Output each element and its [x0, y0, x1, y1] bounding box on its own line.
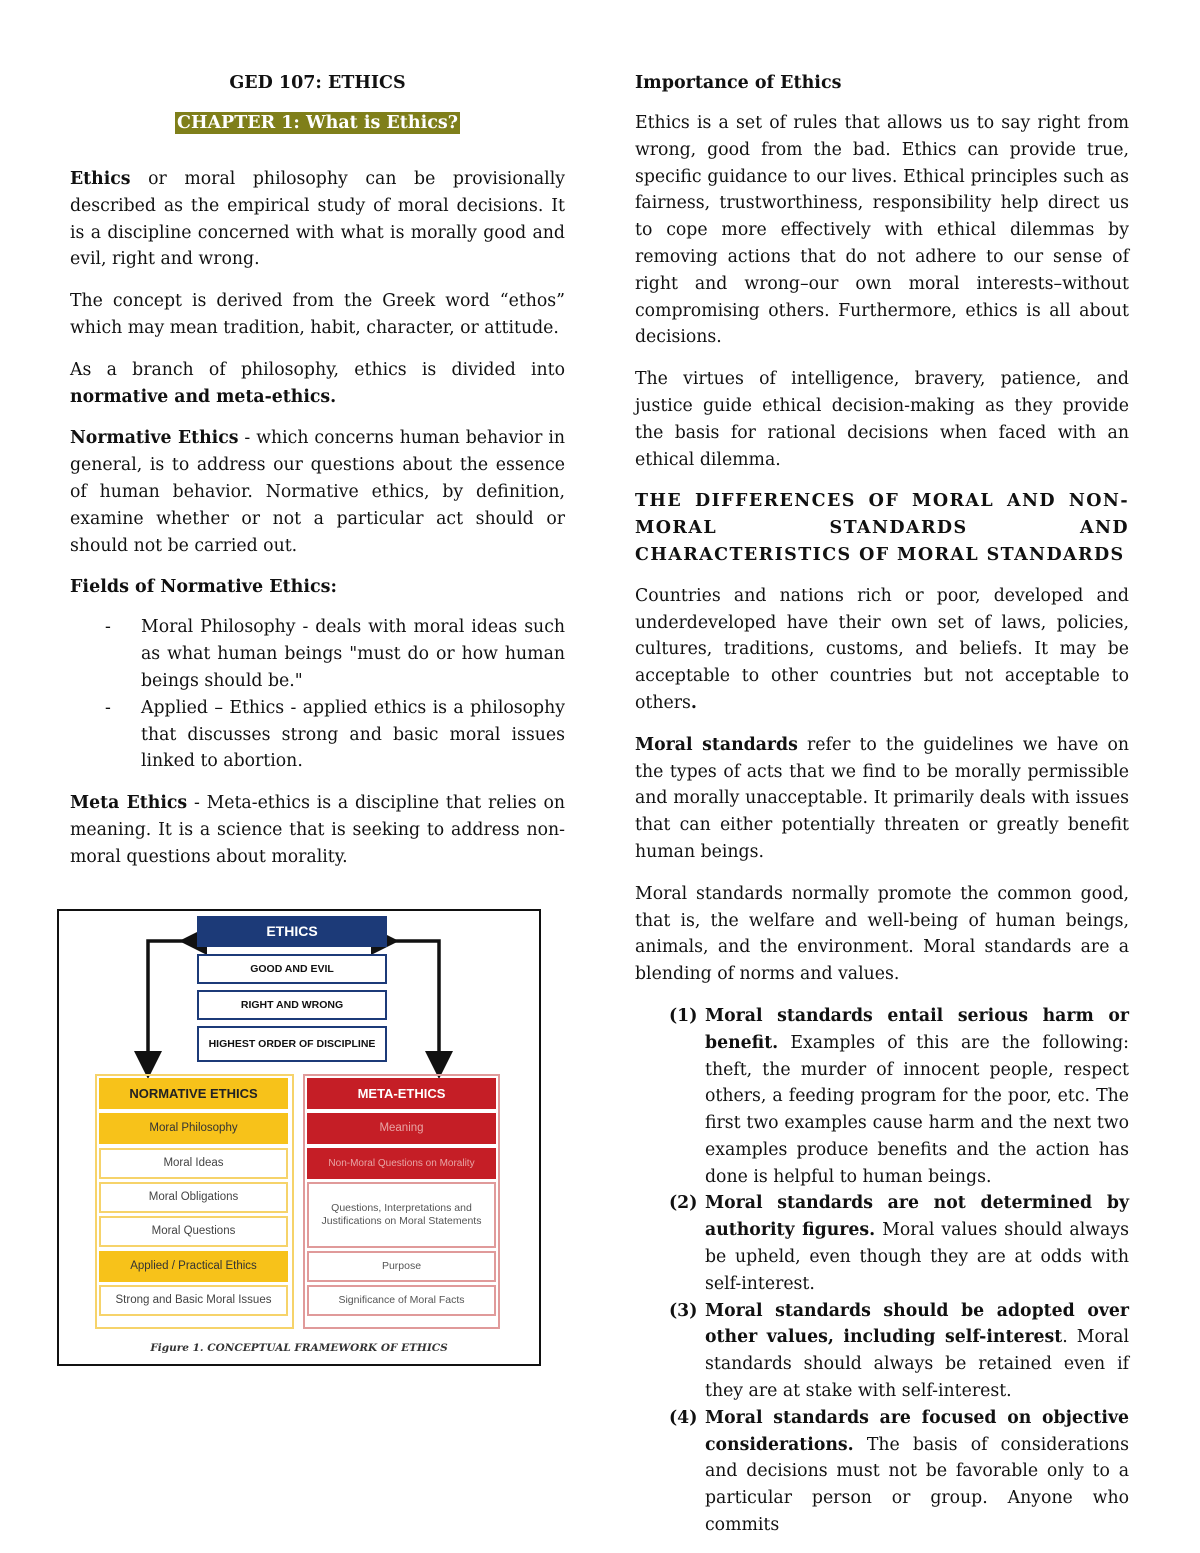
ethics-term: Ethics [70, 169, 131, 189]
meta-text: - Meta-ethics is a discipline that relies on meaning. It is a science that is seeking to address non-moral questions about morality. [70, 793, 566, 867]
highest-order-box: HIGHEST ORDER OF DISCIPLINE [197, 1026, 387, 1062]
list-item-text: Moral values should always be upheld, even though they are at odds with self-interest. [705, 1220, 1129, 1294]
normative-paragraph [70, 425, 565, 559]
importance-heading: Importance of Ethics [635, 73, 842, 93]
normative-item: Moral Philosophy [99, 1113, 288, 1144]
list-item [635, 1298, 1129, 1405]
list-number: (2) [669, 1193, 698, 1214]
normative-item: Applied / Practical Ethics [99, 1251, 288, 1282]
list-item [70, 614, 565, 694]
chapter-heading [70, 110, 565, 136]
normative-term: Normative Ethics [70, 428, 239, 449]
normative-item: Moral Ideas [99, 1148, 288, 1179]
list-item-text: Moral Philosophy - deals with moral ideas such as what human beings "must do or how human beings should be." [141, 617, 565, 691]
normative-item: Moral Questions [99, 1216, 288, 1247]
moral-standards-paragraph [635, 732, 1129, 866]
list-item [635, 1405, 1129, 1539]
normative-text: - which concerns human behavior in general, is to address our questions about the essence of human behavior. Normative ethics, by definition, examine whether or not a particular act should or should not be carried out. [70, 428, 565, 556]
list-item [70, 695, 565, 775]
right-column [635, 70, 1129, 1539]
countries-paragraph [635, 583, 1129, 717]
list-item [635, 1190, 1129, 1297]
branch-text: As a branch of philosophy, ethics is divided into [70, 359, 565, 380]
left-arrow [148, 941, 186, 1072]
differences-heading: THE DIFFERENCES OF MORAL AND NON-MORAL STANDARDS AND CHARACTERISTICS OF MORAL STANDARDS [635, 491, 1129, 565]
importance-paragraph: Ethics is a set of rules that allows us to say right from wrong, good from the bad. Ethics can provide true, specific guidance to our lives. Ethical principles such as fairness, trustworthiness, responsibility help direct us to cope more effectively with ethical dilemmas by removing actions that do not adhere to our sense of right and wrong–our own moral interests–without compromising others. Furthermore, ethics is all about decisions. [635, 113, 1129, 348]
list-item-text: Applied – Ethics - applied ethics is a philosophy that discusses strong and basic moral issues linked to abortion. [141, 697, 565, 772]
list-number: (3) [669, 1300, 698, 1321]
dash-marker: - [105, 697, 111, 718]
ethos-paragraph: The concept is derived from the Greek word “ethos” which may mean tradition, habit, character, or attitude. [70, 291, 565, 338]
meta-item: Significance of Moral Facts [307, 1285, 496, 1316]
meta-item: Purpose [307, 1251, 496, 1282]
meta-title: META-ETHICS [307, 1078, 496, 1109]
conceptual-framework-figure [57, 909, 541, 1366]
branch-bold: normative and meta-ethics. [70, 386, 337, 407]
list-item-bold: Moral standards are not determined by authority figures. [705, 1193, 1129, 1241]
chapter-highlight: CHAPTER 1: What is Ethics? [177, 113, 458, 133]
list-number: (4) [669, 1407, 698, 1428]
right-arrow [392, 941, 439, 1072]
normative-item: Strong and Basic Moral Issues [99, 1285, 288, 1316]
meta-item: Meaning [307, 1113, 496, 1144]
figure-caption: Figure 1. CONCEPTUAL FRAMEWORK OF ETHICS [150, 1342, 448, 1354]
normative-title: NORMATIVE ETHICS [99, 1078, 288, 1109]
ethics-box: ETHICS [197, 916, 387, 947]
ethics-definition-paragraph [70, 166, 565, 273]
normative-item: Moral Obligations [99, 1182, 288, 1213]
meta-item: Non-Moral Questions on Morality [307, 1148, 496, 1179]
branch-paragraph [70, 357, 565, 411]
list-item-bold: Moral standards should be adopted over other values, including self-interest [705, 1300, 1129, 1348]
meta-term: Meta Ethics [70, 793, 188, 814]
list-item-text: . Moral standards should always be retained even if they are at stake with self-interest. [705, 1327, 1129, 1402]
virtues-paragraph: The virtues of intelligence, bravery, patience, and justice guide ethical decision-making as they provide the basis for rational decisions when faced with an ethical dilemma. [635, 369, 1129, 470]
meta-paragraph [70, 790, 565, 870]
dash-marker: - [105, 617, 111, 638]
list-item-text: Examples of this are the following: theft, the murder of innocent people, respect others, a feeding program for the poor, etc. The first two examples cause harm and the next two examples produce benefits and the action has done is helpful to human beings. [705, 1032, 1129, 1187]
characteristics-list [635, 1003, 1129, 1539]
fields-heading: Fields of Normative Ethics: [70, 577, 337, 598]
common-good-paragraph: Moral standards normally promote the common good, that is, the welfare and well-being of human beings, animals, and the environment. Moral standards are a blending of norms and values. [635, 883, 1129, 985]
list-number: (1) [669, 1005, 698, 1026]
countries-text: Countries and nations rich or poor, developed and underdeveloped have their own set of laws, policies, cultures, traditions, customs, and beliefs. It may be acceptable to other countries but not acceptable to others [635, 585, 1129, 713]
list-item-bold: Moral standards are focused on objective considerations. [705, 1407, 1129, 1455]
list-item [635, 1003, 1129, 1191]
ethics-definition-text: or moral philosophy can be provisionally described as the empirical study of moral decisions. It is a discipline concerned with what is morally good and evil, right and wrong. [70, 169, 565, 270]
moral-standards-text: refer to the guidelines we have on the types of acts that we find to be morally permissible and morally unacceptable. It primarily deals with issues that can either potentially threaten or greatly benefit human beings. [635, 734, 1129, 862]
fields-list [70, 614, 565, 775]
moral-standards-term: Moral standards [635, 734, 798, 755]
meta-item: Questions, Interpretations and Justifications on Moral Statements [307, 1182, 496, 1248]
left-column [70, 70, 565, 886]
good-evil-box: GOOD AND EVIL [197, 954, 387, 984]
list-item-text: The basis of considerations and decisions must not be favorable only to a particular person or group. Anyone who commits [705, 1434, 1129, 1536]
course-title: GED 107: ETHICS [229, 73, 406, 93]
list-item-bold: Moral standards entail serious harm or benefit. [705, 1005, 1129, 1053]
right-wrong-box: RIGHT AND WRONG [197, 990, 387, 1020]
countries-period: . [690, 692, 697, 713]
